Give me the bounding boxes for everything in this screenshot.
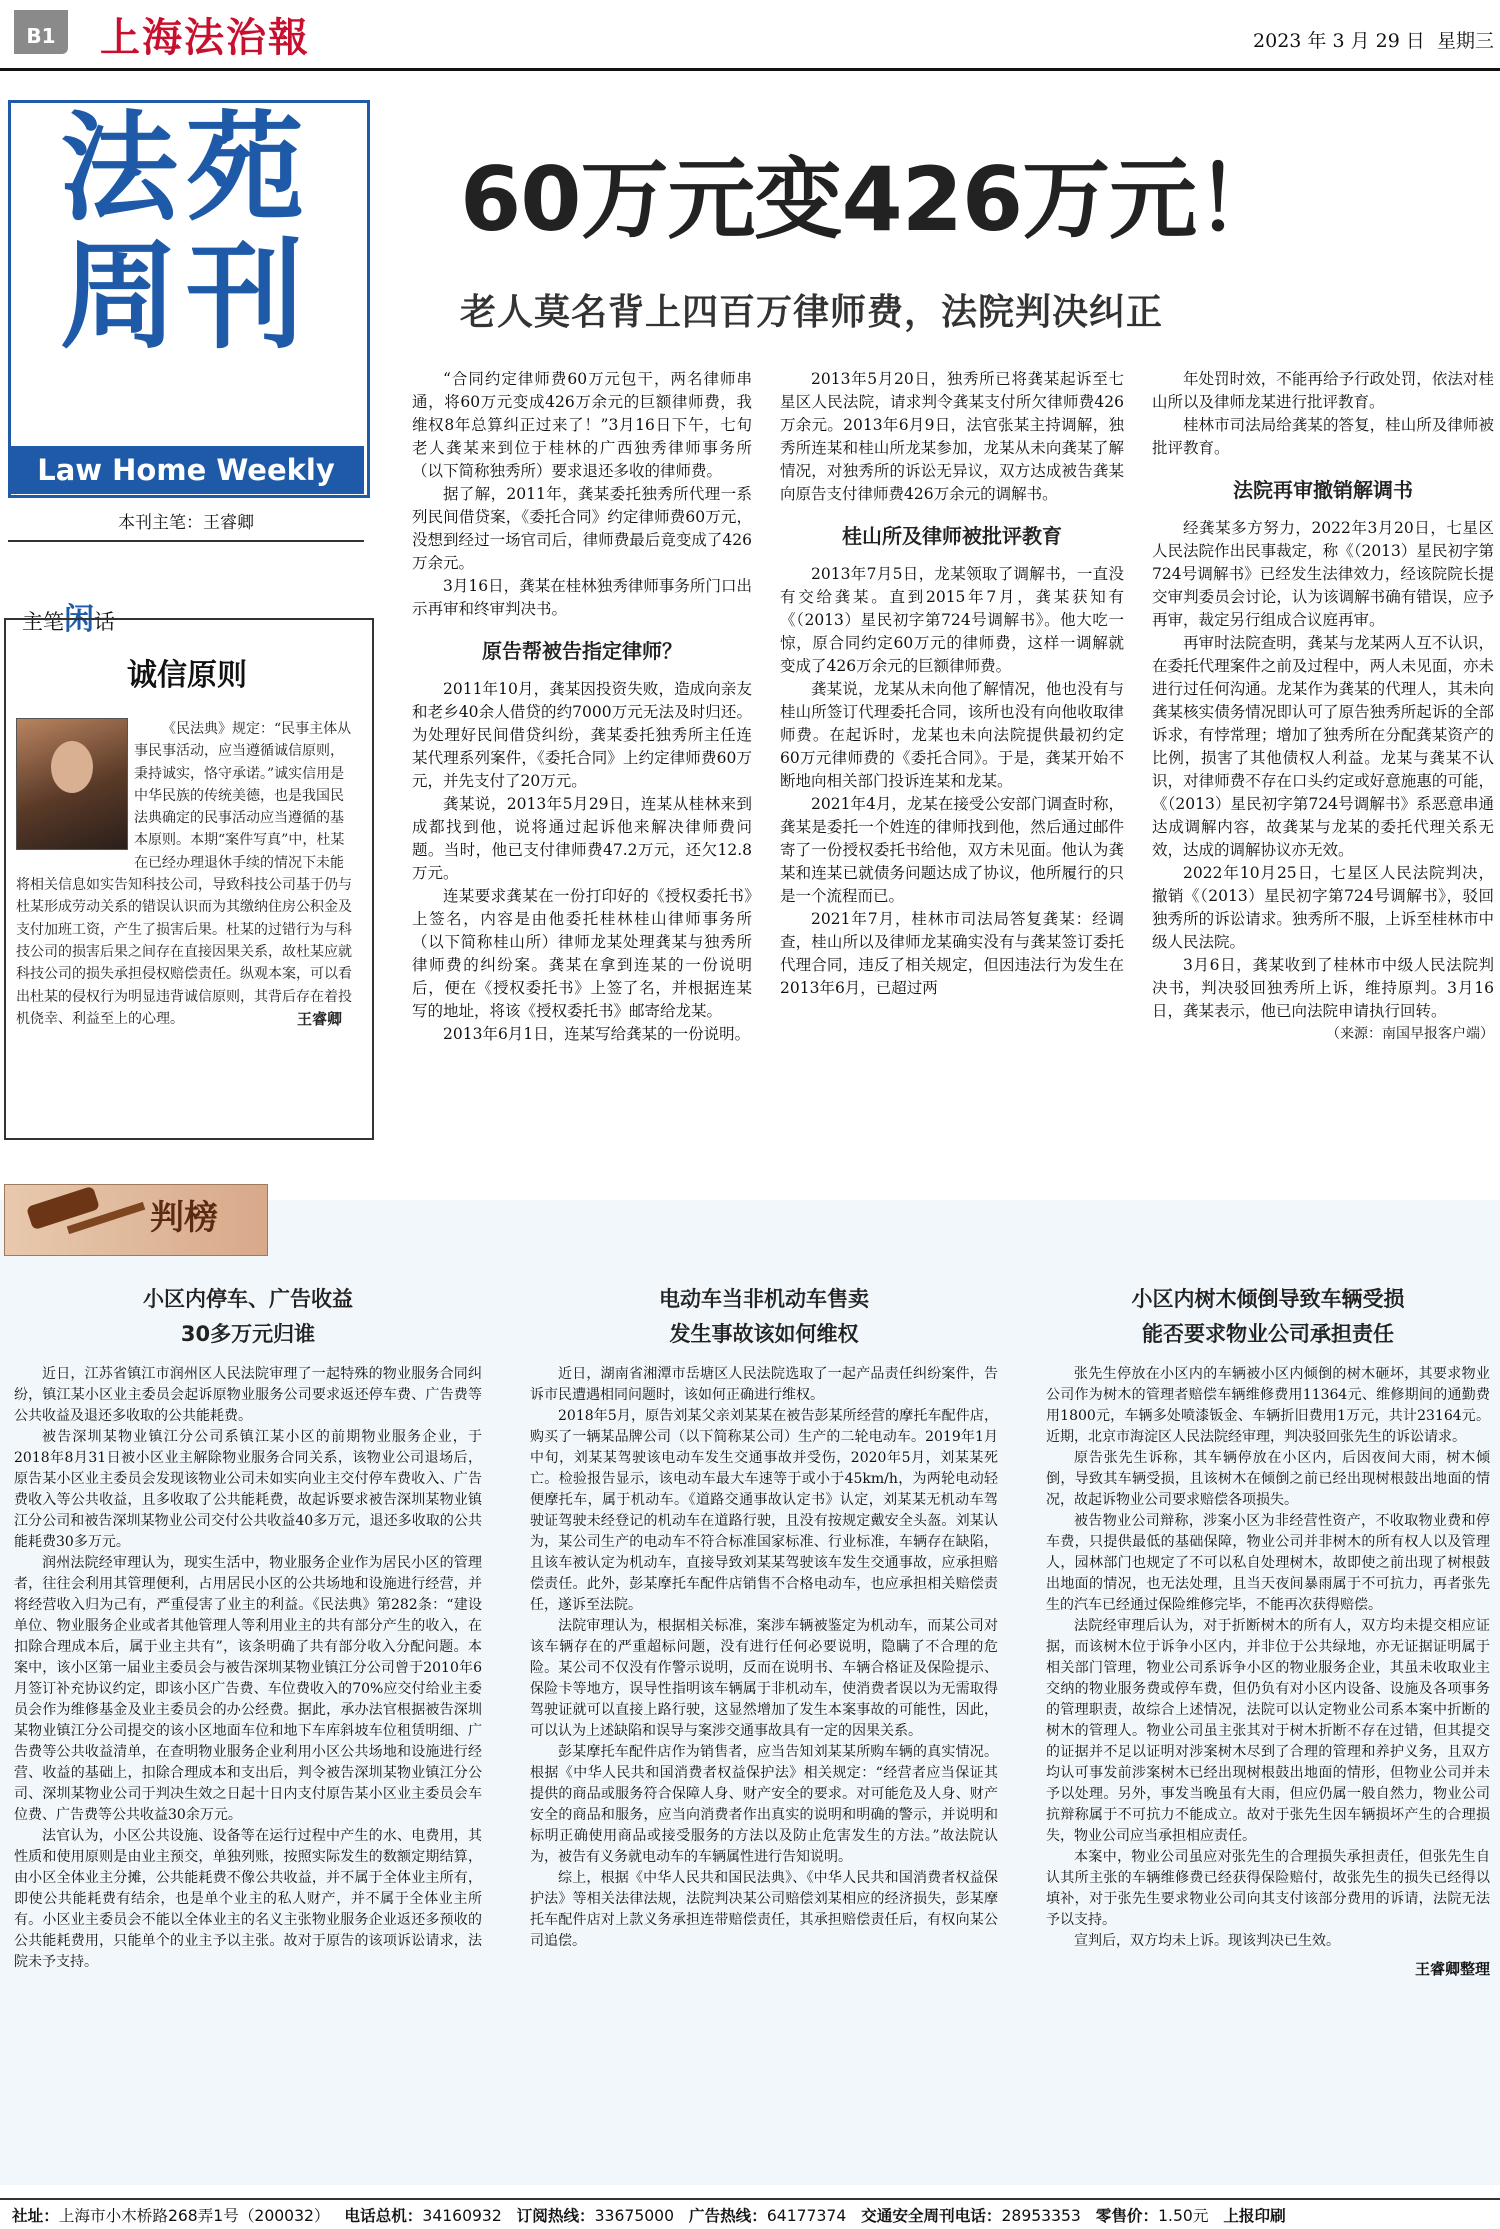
case-title	[530, 1282, 998, 1352]
column-label-suffix: 话	[94, 610, 115, 634]
paragraph: 2021年7月，桂林市司法局答复龚某：经调查，桂山所以及律师龙某确实没有与龚某签订委托代理合同，违反了相关规定，但因违法行为发生在2013年6月，已超过两	[780, 910, 1124, 997]
paragraph: 2018年5月，原告刘某父亲刘某某在被告彭某所经营的摩托车配件店，购买了一辆某品牌公司（以下简称某公司）生产的二轮电动车。2019年1月中旬，刘某某驾驶该电动车发生交通事故并受伤，2020年5月，刘某某死亡。检验报告显示，该电动车最大车速等于或小于45km/h，为两轮电动轻便摩托车，属于机动车。《道路交通事故认定书》认定，刘某某无机动车驾驶证驾驶未经登记的机动车在道路行驶，且没有按规定戴安全头盔。刘某认为，某公司生产的电动车不符合标准国家标准、行业标准，车辆存在缺陷，且该车被认定为机动车，直接导致刘某某驾驶该车发生交通事故，应承担赔偿责任。此外，彭某摩托车配件店销售不合格电动车，也应承担相关赔偿责任，遂诉至法院。	[530, 1408, 998, 1613]
paragraph: 据了解，2011年，龚某委托独秀所代理一系列民间借贷案，《委托合同》约定律师费60万元，没想到经过一场官司后，律师费最后竟变成了426万余元。	[412, 485, 752, 572]
masthead-divider	[0, 68, 1500, 71]
footer-ad: 64177374	[766, 2207, 847, 2225]
section-heading: 原告帮被告指定律师？	[482, 639, 682, 663]
footer-traffic: 28953353	[1001, 2207, 1081, 2225]
footer	[12, 2204, 1286, 2226]
paragraph: 3月16日，龚某在桂林独秀律师事务所门口出示再审和终审判决书。	[412, 577, 752, 618]
sub-headline: 老人莫名背上四百万律师费，法院判决纠正	[460, 291, 1164, 333]
paragraph: “合同约定律师费60万元包干，两名律师串通，将60万元变成426万余元的巨额律师费，我维权8年总算纠正过来了！”3月16日下午，七旬老人龚某来到位于桂林的广西独秀律师事务所（以下简称独秀所）要求退还多收的律师费。	[412, 370, 752, 480]
footer-price: 1.50元	[1158, 2207, 1209, 2225]
case-column-2	[530, 1282, 998, 1952]
case-title	[14, 1282, 482, 1352]
paragraph: 张先生停放在小区内的车辆被小区内倾倒的树木砸坏，其要求物业公司作为树木的管理者赔偿车辆维修费用11364元、维修期间的通勤费用1800元，车辆多处喷漆钣金、车辆折旧费用1万元，共计23164元。近期，北京市海淀区人民法院经审理，判决驳回张先生的诉讼请求。	[1046, 1366, 1490, 1445]
footer-printer: 上报印刷	[1223, 2207, 1286, 2225]
footer-subscription-label: 订阅热线：	[516, 2207, 595, 2225]
paragraph: 综上，根据《中华人民共和国民法典》、《中华人民共和国消费者权益保护法》等相关法律法规，法院判决某公司赔偿刘某相应的经济损失，彭某摩托车配件店对上款义务承担连带赔偿责任，其承担赔偿责任后，有权向某公司追偿。	[530, 1870, 998, 1949]
footer-subscription: 33675000	[594, 2207, 675, 2225]
paragraph: 原告张先生诉称，其车辆停放在小区内，后因夜间大雨，树木倾倒，导致其车辆受损，且该树木在倾倒之前已经出现树根鼓出地面的情况，故起诉物业公司要求赔偿各项损失。	[1046, 1450, 1490, 1508]
case-title-line: 30多万元归谁	[180, 1322, 316, 1346]
case-title	[1046, 1282, 1490, 1352]
paragraph: 龚某说，2013年5月29日，连某从桂林来到成都找到他，说将通过起诉他来解决律师费问题。当时，他已支付律师费47.2万元，还欠12.8万元。	[412, 795, 752, 882]
paragraph: 宣判后，双方均未上诉。现该判决已生效。	[1074, 1933, 1340, 1949]
footer-divider	[0, 2198, 1500, 2200]
case-column-3	[1046, 1282, 1490, 1979]
case-title-line: 小区内停车、广告收益	[143, 1287, 353, 1311]
feature-editor: 本刊主笔：王睿卿	[118, 513, 254, 533]
footer-address-label: 社址：	[12, 2207, 59, 2225]
paragraph: 再审时法院查明，龚某与龙某两人互不认识，在委托代理案件之前及过程中，两人未见面，亦未进行过任何沟通。龙某作为龚某的代理人，其未向龚某核实债务情况即认可了原告独秀所起诉的全部诉求，有悖常理；增加了独秀所在分配龚某资产的比例，损害了其他债权人利益。龙某与龚某不认识，对律师费不存在口头约定或好意施惠的可能，《（2013）星民初字第724号调解书》系恶意串通达成调解内容，故龚某与龙某的委托代理关系无效，达成的调解协议亦无效。	[1152, 634, 1494, 859]
main-headline: 60万元变426万元！	[460, 148, 1284, 251]
paragraph: 2021年4月，龙某在接受公安部门调查时称，龚某是委托一个姓连的律师找到他，然后通过邮件寄了一份授权委托书给他，双方未见面。他认为龚某和连某已就债务问题达成了协议，他所履行的只是一个流程而已。	[780, 795, 1124, 905]
page-letter: B	[26, 24, 42, 48]
case-title-line: 能否要求物业公司承担责任	[1142, 1322, 1394, 1346]
article-source: （来源：南国早报客户端）	[1326, 1026, 1494, 1042]
footer-phone-label: 电话总机：	[344, 2207, 423, 2225]
case-title-line: 小区内树木倾倒导致车辆受损	[1131, 1287, 1405, 1311]
paragraph: 经龚某多方努力，2022年3月20日，七星区人民法院作出民事裁定，称《（2013）星民初字第724号调解书》已经发生法律效力，经该院院长提交审判委员会讨论，认为该调解书确有错误，应予再审，裁定另行组成合议庭再审。	[1152, 519, 1494, 629]
page-number-badge	[14, 10, 68, 54]
feature-divider	[8, 540, 364, 542]
column-body	[16, 718, 356, 1030]
case-title-line: 电动车当非机动车售卖	[659, 1287, 869, 1311]
column-label-prefix: 主笔	[22, 610, 64, 634]
footer-ad-label: 广告热线：	[688, 2207, 767, 2225]
paragraph: 被告物业公司辩称，涉案小区为非经营性资产，不收取物业费和停车费，只提供最低的基础保障，物业公司并非树木的所有权人以及管理人，园林部门也规定了不可以私自处理树木，故即使之前出现了树根鼓出地面的情况，也无法处理，且当天夜间暴雨属于不可抗力，再者张先生的汽车已经通过保险维修完毕，不能再次获得赔偿。	[1046, 1513, 1490, 1613]
case-signature: 王睿卿整理	[1414, 1960, 1490, 1978]
section-heading: 桂山所及律师被批评教育	[842, 524, 1062, 548]
case-title-line: 发生事故该如何维权	[669, 1322, 859, 1346]
paragraph: 法官认为，小区公共设施、设备等在运行过程中产生的水、电费用，其性质和使用原则是由业主预交，单独列账，按照实际发生的数额定期结算，由小区全体业主分摊，公共能耗费不像公共收益，并不属于全体业主所有，即使公共能耗费有结余，也是单个业主的私人财产，并不属于全体业主所有。小区业主委员会不能以全体业主的名义主张物业服务企业返还多预收的公共能耗费用，只能单个的业主予以主张。故对于原告的该项诉讼请求，法院未予支持。	[14, 1828, 482, 1970]
article-column-2	[780, 368, 1124, 1000]
paragraph: 年处罚时效，不能再给予行政处罚，依法对桂山所以及律师龙某进行批评教育。	[1152, 370, 1494, 411]
paragraph: 润州法院经审理认为，现实生活中，物业服务企业作为居民小区的管理者，往往会利用其管理便利，占用居民小区的公共场地和设施进行经营，并将经营收入归为己有，严重侵害了业主的利益。《民法典》第282条：“建设单位、物业服务企业或者其他管理人等利用业主的共有部分产生的收入，在扣除合理成本后，属于业主共有”，该条明确了共有部分收入分配问题。本案中，该小区第一届业主委员会与被告深圳某物业镇江分公司曾于2010年6月签订补充协议约定，即该小区广告费、车位费收入的70%应交付给业主委员会作为维修基金及业主委员会的办公经费。据此，承办法官根据被告深圳某物业镇江分公司提交的该小区地面车位和地下车库斜坡车位租赁明细、广告费等公共收益清单，在查明物业服务企业利用小区公共场地和设施进行经营、收益的基础上，扣除合理成本和支出后，判令被告深圳某物业镇江分公司、深圳某物业公司于判决生效之日起十日内支付原告某小区业主委员会车位费、广告费等公共收益30余万元。	[14, 1555, 482, 1823]
article-column-3	[1152, 368, 1494, 1043]
newspaper-name: 上海法治報	[100, 14, 310, 61]
paragraph: 2013年5月20日，独秀所已将龚某起诉至七星区人民法院，请求判令龚某支付所欠律师费426万余元。2013年6月9日，法官张某主持调解，独秀所连某和桂山所龙某参加，龙某从未向龚某了解情况，对独秀所的诉讼无异议，双方达成被告龚某向原告支付律师费426万余元的调解书。	[780, 370, 1124, 503]
paragraph: 2013年7月5日，龙某领取了调解书，一直没有交给龚某。直到2015年7月，龚某获知有《（2013）星民初字第724号调解书》。他大吃一惊，原合同约定60万元的律师费，这样一调解就变成了426万余元的巨额律师费。	[780, 565, 1124, 675]
date-text: 2023 年 3 月 29 日	[1253, 30, 1425, 52]
case-column-1	[14, 1282, 482, 1973]
paragraph: 法院经审理后认为，对于折断树木的所有人，双方均未提交相应证据，而该树木位于诉争小区内，并非位于公共绿地，亦无证据证明属于相关部门管理，物业公司系诉争小区的物业服务企业，其虽未收取业主交纳的物业服务费或停车费，但仍负有对小区内设备、设施及各项事务的管理职责，故综合上述情况，法院可以认定物业公司系本案中折断的树木的管理人。物业公司虽主张其对于树木折断不存在过错，但其提交的证据并不足以证明对涉案树木尽到了合理的管理和养护义务，且双方均认可事发前涉案树木已经出现树根鼓出地面的情形，但物业公司并未予以处理。另外，事发当晚虽有大雨，但应仍属一般自然力，物业公司抗辩称属于不可抗力不能成立。故对于张先生因车辆损坏产生的合理损失，物业公司应当承担相应责任。	[1046, 1618, 1490, 1844]
issue-date	[1253, 26, 1500, 53]
paragraph: 本案中，物业公司虽应对张先生的合理损失承担责任，但张先生自认其所主张的车辆维修费已经获得保险赔付，故张先生的损失已经得以填补，对于张先生要求物业公司向其支付该部分费用的诉请，法院无法予以支持。	[1046, 1849, 1490, 1928]
section-heading: 法院再审撤销解调书	[1233, 478, 1413, 502]
paragraph: 近日，江苏省镇江市润州区人民法院审理了一起特殊的物业服务合同纠纷，镇江某小区业主委员会起诉原物业服务公司要求返还停车费、广告费等公共收益及退还多收取的公共能耗费。	[14, 1366, 482, 1424]
paragraph: 法院审理认为，根据相关标准，案涉车辆被鉴定为机动车，而某公司对该车辆存在的严重超标问题，没有进行任何必要说明，隐瞒了不合理的危险。某公司不仅没有作警示说明，反而在说明书、车辆合格证及保险提示、保险卡等地方，误导性指明该车辆属于非机动车，使消费者误以为无需取得驾驶证就可以直接上路行驶，这显然增加了发生本案事故的可能性，因此，可以认为上述缺陷和误导与案涉交通事故具有一定的因果关系。	[530, 1618, 998, 1739]
feature-title-cn: 法苑周刊	[59, 99, 312, 365]
paragraph: 2011年10月，龚某因投资失败，造成向亲友和老乡40余人借贷的约7000万元无法及时归还。为处理好民间借贷纠纷，龚某委托独秀所主任连某代理系列案件，《委托合同》上约定律师费60万元，并先支付了20万元。	[412, 680, 752, 790]
weekday-text: 星期三	[1436, 30, 1494, 52]
paragraph: 桂林市司法局给龚某的答复，桂山所及律师被批评教育。	[1152, 416, 1494, 457]
column-author: 王睿卿	[296, 1009, 342, 1028]
paragraph: 2013年6月1日，连某写给龚某的一份说明。	[443, 1025, 751, 1043]
paragraph: 彭某摩托车配件店作为销售者，应当告知刘某某所购车辆的真实情况。根据《中华人民共和国消费者权益保护法》相关规定：“经营者应当保证其提供的商品或服务符合保障人身、财产安全的要求。对可能危及人身、财产安全的商品和服务，应当向消费者作出真实的说明和明确的警示，并说明和标明正确使用商品或接受服务的方法以及防止危害发生的方法。”故法院认为，被告有义务就电动车的车辆属性进行告知说明。	[530, 1744, 998, 1865]
footer-traffic-label: 交通安全周刊电话：	[861, 2207, 1002, 2225]
footer-price-label: 零售价：	[1095, 2207, 1159, 2225]
paragraph: 被告深圳某物业镇江分公司系镇江某小区的前期物业服务企业，于2018年8月31日被小区业主解除物业服务合同关系，该物业公司退场后，原告某小区业主委员会发现该物业公司未如实向业主交付停车费收入、广告费收入等公共收益，且多收取了公共能耗费，故起诉要求被告深圳某物业镇江分公司和被告深圳某物业公司交付公共收益40多万元，退还多收取的公共能耗费30多万元。	[14, 1429, 482, 1550]
column-text: 《民法典》规定：“民事主体从事民事活动，应当遵循诚信原则，秉持诚实，恪守承诺。”诚实信用是中华民族的传统美德，也是我国民法典确定的民事活动应当遵循的基本原则。本期“案件写真”中，杜某在已经办理退休手续的情况下未能将相关信息如实告知科技公司，导致科技公司基于仍与杜某形成劳动关系的错误认识而为其缴纳住房公积金及支付加班工资，产生了损害后果。杜某的过错行为与科技公司的损害后果之间存在直接因果关系，故杜某应就科技公司的损失承担侵权赔偿责任。纵观本案，可以看出杜某的侵权行为明显违背诚信原则，其背后存在着投机侥幸、利益至上的心理。	[16, 721, 352, 1027]
paragraph: 3月6日，龚某收到了桂林市中级人民法院判决书，判决驳回独秀所上诉，维持原判。3月16日，龚某表示，他已向法院申请执行回转。	[1152, 956, 1494, 1020]
paragraph: 近日，湖南省湘潭市岳塘区人民法院选取了一起产品责任纠纷案件，告诉市民遭遇相同问题时，该如何正确进行维权。	[530, 1366, 998, 1403]
paragraph: 2022年10月25日，七星区人民法院判决，撤销《（2013）星民初字第724号调解书》，驳回独秀所的诉讼请求。独秀所不服，上诉至桂林市中级人民法院。	[1152, 864, 1494, 951]
column-label-mid: 闲	[64, 602, 94, 637]
feature-title-en: Law Home Weekly	[8, 446, 364, 494]
footer-phone: 34160932	[422, 2207, 502, 2225]
article-column-1	[412, 368, 752, 1046]
paragraph: 龚某说，龙某从未向他了解情况，他也没有与桂山所签订代理委托合同，该所也没有向他收取律师费。在起诉时，龙某也未向法院提供最初约定60万元律师费的《委托合同》。于是，龚某开始不断地向相关部门投诉连某和龙某。	[780, 680, 1124, 790]
judgment-section-label: 判榜	[150, 1198, 218, 1238]
footer-address: 上海市小木桥路268弄1号（200032）	[58, 2207, 330, 2225]
page-number: 1	[41, 24, 56, 48]
column-title: 诚信原则	[127, 658, 247, 693]
paragraph: 连某要求龚某在一份打印好的《授权委托书》上签名，内容是由他委托桂林桂山律师事务所（以下简称桂山所）律师龙某处理龚某与独秀所律师费的纠纷案。龚某在拿到连某的一份说明后，便在《授权委托书》上签了名，并根据连某写的地址，将该《授权委托书》邮寄给龙某。	[412, 887, 752, 1020]
